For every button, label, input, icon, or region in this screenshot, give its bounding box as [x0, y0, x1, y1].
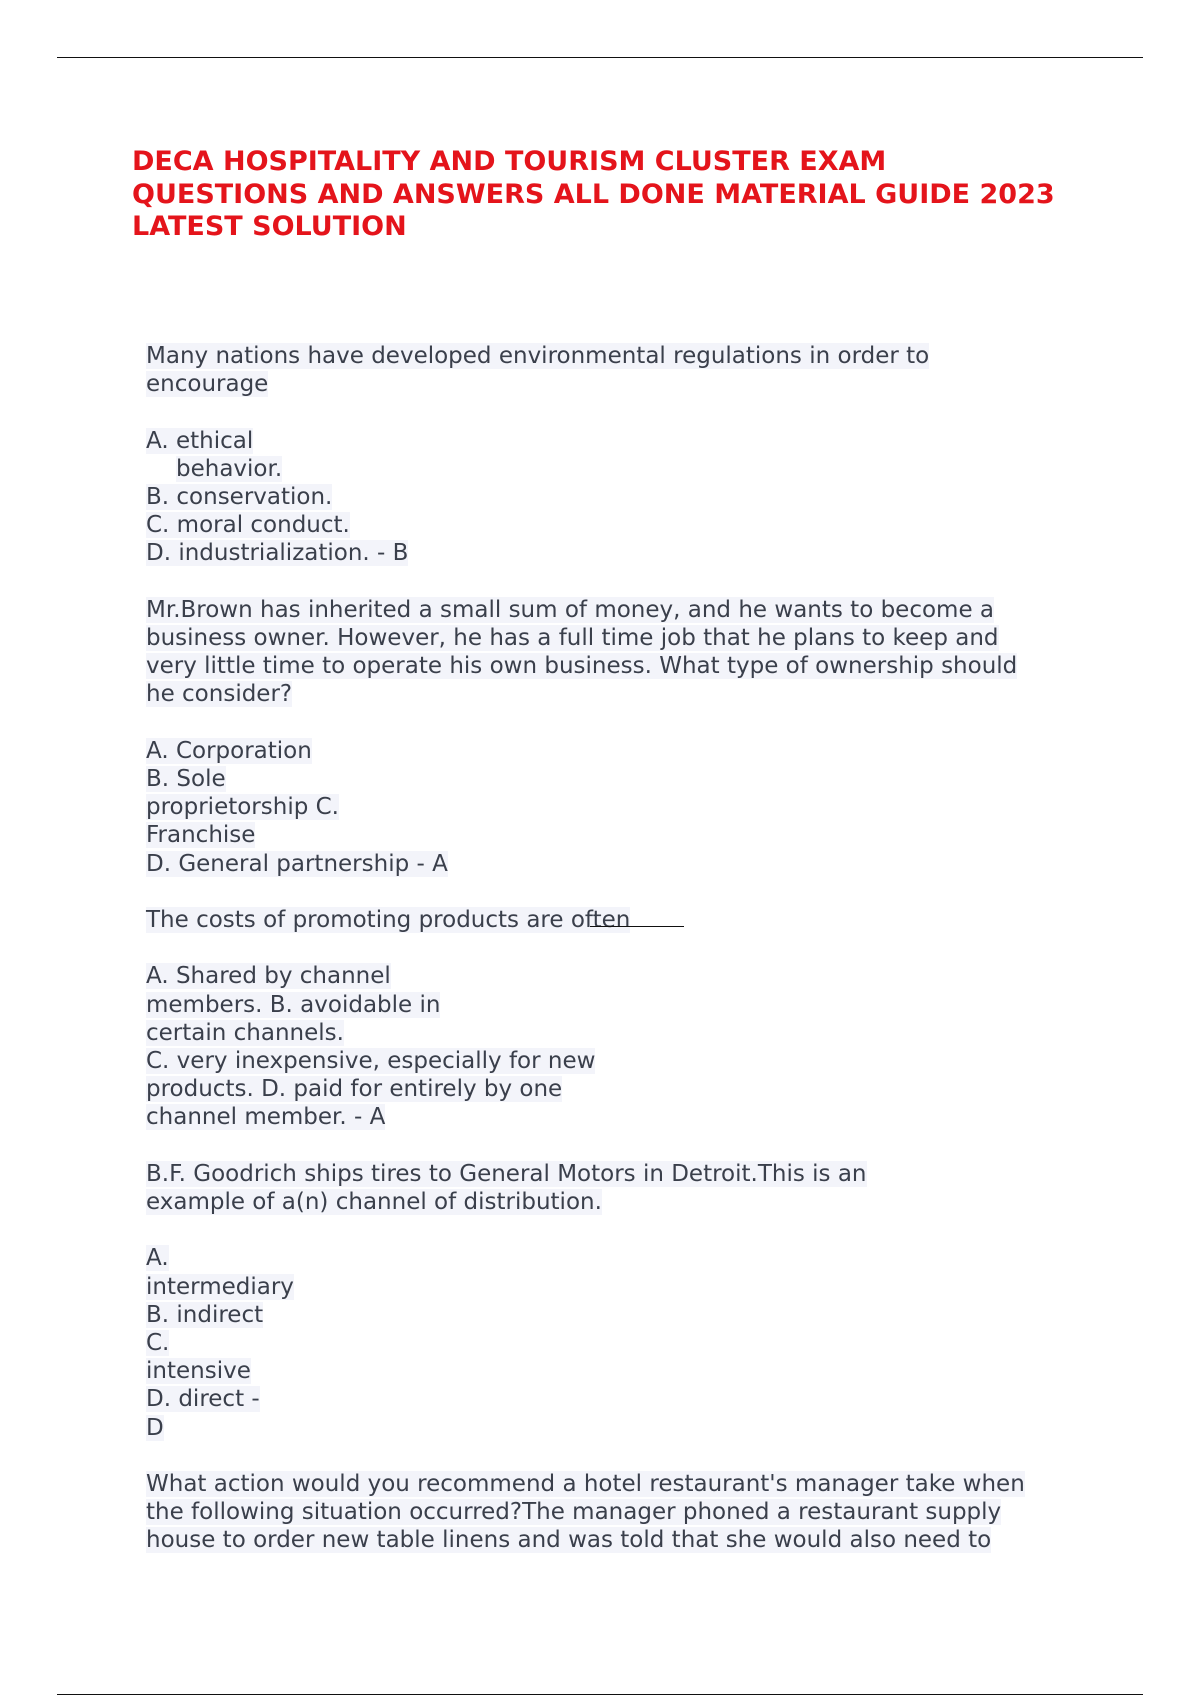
question-3-options — [146, 962, 1086, 1131]
document-title — [132, 146, 1132, 244]
option-line: A. Shared by channel — [146, 963, 391, 990]
question-5-stem — [146, 1470, 1086, 1555]
stem-line: The costs of promoting products are often — [146, 907, 631, 933]
option-line: D. industrialization. - B — [146, 540, 409, 567]
option-line: A. — [146, 1245, 169, 1272]
option-line: behavior. — [176, 455, 283, 482]
stem-line: Many nations have developed environmental regulations in order to — [146, 343, 930, 369]
option-line: members. B. avoidable in — [146, 991, 441, 1018]
option-line: proprietorship C. — [146, 794, 339, 821]
question-4-options — [146, 1244, 1086, 1441]
option-line: C. — [146, 1330, 170, 1356]
question-4-stem — [146, 1160, 1086, 1216]
question-2-stem — [146, 596, 1086, 709]
option-line: B. Sole — [146, 766, 226, 792]
question-3-stem — [146, 906, 1086, 934]
option-line: intensive — [146, 1358, 251, 1385]
option-line: B. indirect — [146, 1301, 264, 1328]
stem-line: example of a(n) channel of distribution. — [146, 1189, 602, 1215]
option-line: certain channels. — [146, 1019, 344, 1046]
option-line: A. Corporation — [146, 737, 312, 764]
title-line: QUESTIONS AND ANSWERS ALL DONE MATERIAL GUIDE 2023 — [132, 178, 1055, 210]
option-line: products. D. paid for entirely by one — [146, 1076, 563, 1103]
top-rule — [57, 57, 1143, 58]
option-line: C. moral conduct. — [146, 512, 350, 539]
question-1-options — [146, 427, 1086, 568]
option-line: Franchise — [146, 822, 256, 849]
stem-line: the following situation occurred?The manager phoned a restaurant supply — [146, 1499, 1002, 1526]
question-1-stem — [146, 342, 1086, 398]
stem-line: very little time to operate his own business. What type of ownership should — [146, 653, 1018, 680]
option-line: channel member. - A — [146, 1104, 386, 1131]
option-line: A. ethical — [146, 427, 254, 454]
option-line: D. direct - — [146, 1386, 260, 1413]
stem-line: Mr.Brown has inherited a small sum of money, and he wants to become a — [146, 596, 995, 623]
stem-line: encourage — [146, 371, 269, 398]
stem-line: What action would you recommend a hotel restaurant's manager take when — [146, 1471, 1025, 1497]
option-line: C. very inexpensive, especially for new — [146, 1048, 596, 1074]
option-line: D — [146, 1414, 164, 1441]
stem-line: house to order new table linens and was told that she would also need to — [146, 1527, 992, 1554]
title-line: DECA HOSPITALITY AND TOURISM CLUSTER EXAM — [132, 146, 887, 177]
option-line: D. General partnership - A — [146, 850, 448, 877]
question-list — [146, 342, 1086, 1583]
answer-blank — [590, 908, 684, 927]
stem-line: business owner. However, he has a full time job that he plans to keep and — [146, 625, 999, 651]
option-line: B. conservation. — [146, 484, 333, 510]
title-line: LATEST SOLUTION — [132, 211, 407, 242]
option-line: intermediary — [146, 1273, 294, 1300]
stem-line: he consider? — [146, 681, 293, 708]
stem-line: B.F. Goodrich ships tires to General Motors in Detroit.This is an — [146, 1160, 867, 1187]
question-2-options — [146, 737, 1086, 878]
bottom-rule — [57, 1694, 1143, 1695]
